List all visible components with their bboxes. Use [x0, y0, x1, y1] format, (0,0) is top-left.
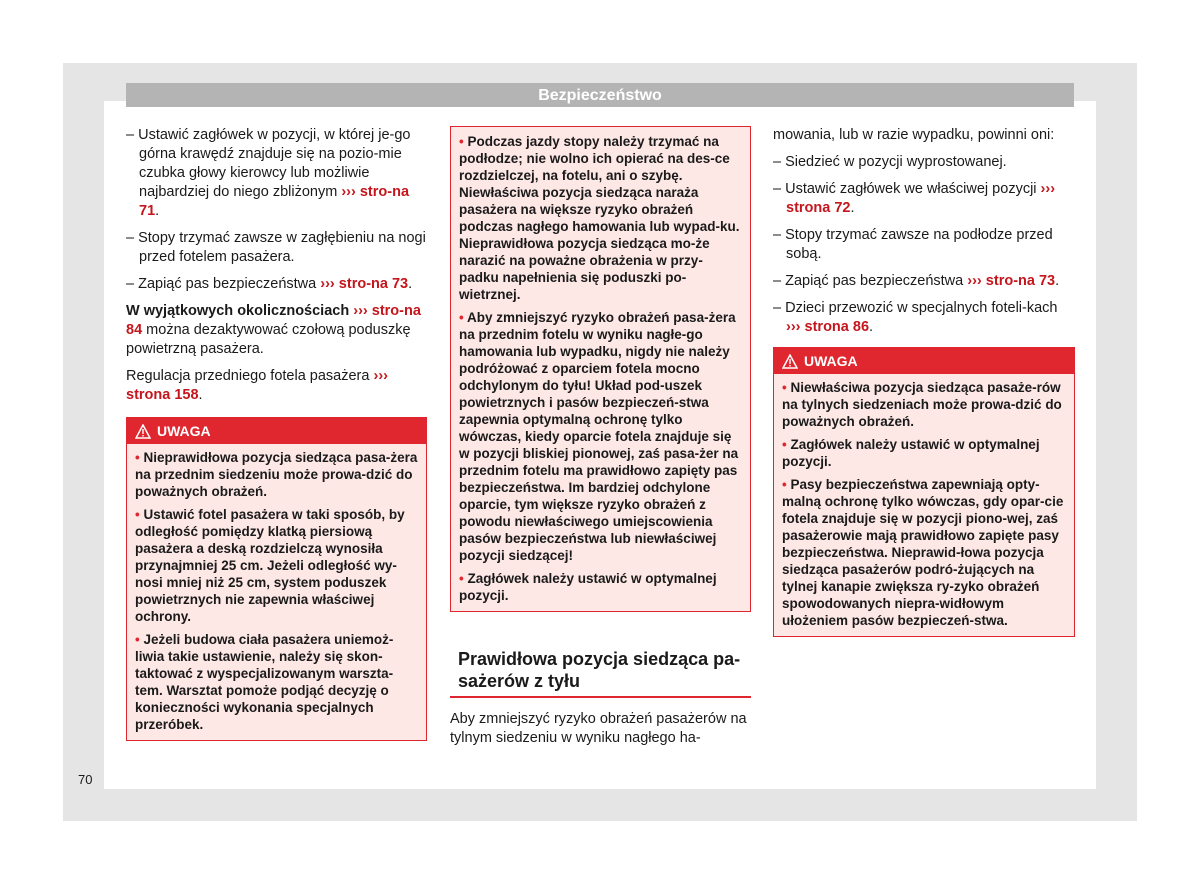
page-reference-link[interactable]: ››› strona 72 — [786, 181, 1056, 216]
page-reference-link[interactable]: ››› stro-na 84 — [126, 303, 421, 338]
paragraph: mowania, lub w razie wypadku, powinni oni: — [773, 127, 1055, 143]
warning-body — [774, 374, 1074, 636]
warning-bullet: • Ustawić fotel pasażera w taki sposób, by odległość pomiędzy klatką piersiową pasażera a deską rozdzielczą wynosiła przynajmniej 25 cm. Jeżeli odległość wy-nosi mniej niż 25 cm, system poduszek powietrznych nie zapewnia właściwej ochrony. — [135, 507, 405, 624]
list-item: – Stopy trzymać zawsze na podłodze przed sobą. — [773, 227, 1053, 262]
list-item: – Ustawić zagłówek we właściwej pozycji ››› strona 72. — [773, 181, 1056, 216]
list-item: – Zapiąć pas bezpieczeństwa ››› stro-na 73. — [773, 273, 1060, 289]
column-3 — [773, 126, 1075, 637]
column-1 — [126, 126, 427, 741]
warning-box — [773, 347, 1075, 637]
warning-bullet: • Pasy bezpieczeństwa zapewniają opty-malną ochronę tylko wówczas, gdy opar-cie fotela znajduje się w pozycji piono-wej, zaś pasażerowie mają prawidłowo zapięte pasy bezpieczeństwa. Nieprawid-łowa pozycja siedząca pasażerów podró-żujących na tylnej kanapie zwiększa ry-zyko obrażeń spowodowanych niepra-widłowym ułożeniem pasów bezpieczeń-stwa. — [782, 477, 1064, 628]
warning-bullet: • Niewłaściwa pozycja siedząca pasaże-rów na tylnych siedzeniach może prowa-dzić do poważnych obrażeń. — [782, 380, 1062, 429]
warning-triangle-icon — [782, 354, 798, 369]
warning-body — [451, 127, 750, 611]
warning-bullet: • Zagłówek należy ustawić w optymalnej pozycji. — [782, 437, 1040, 469]
page-reference-link[interactable]: ››› stro-na 71 — [139, 184, 410, 219]
page-reference-link[interactable]: ››› strona 158 — [126, 368, 388, 403]
warning-bullet: • Podczas jazdy stopy należy trzymać na podłodze; nie wolno ich opierać na des-ce rozdzielczej, na fotelu, ani o szybę. Niewłaściwa pozycja siedząca naraża pasażera na większe ryzyko obrażeń podczas nagłego hamowania lub wypad-ku. Nieprawidłowa pozycja siedząca mo-że narazić na poważne obrażenia w przy-padku napełnienia się poduszki po-wietrznej. — [459, 134, 740, 302]
paragraph: Regulacja przedniego fotela pasażera ››› strona 158. — [126, 368, 388, 403]
section-header — [126, 83, 1074, 107]
warning-bullet: • Zagłówek należy ustawić w optymalnej pozycji. — [459, 571, 717, 603]
warning-box-continued — [450, 126, 751, 612]
list-item: – Dzieci przewozić w specjalnych foteli-kach ››› strona 86. — [773, 300, 1058, 335]
page-number: 70 — [78, 772, 93, 787]
paragraph: Aby zmniejszyć ryzyko obrażeń pasażerów na tylnym siedzeniu w wyniku nagłego ha- — [450, 711, 747, 746]
list-item: – Zapiąć pas bezpieczeństwa ››› stro-na 73. — [126, 276, 413, 292]
list-item: – Stopy trzymać zawsze w zagłębieniu na nogi przed fotelem pasażera. — [126, 230, 426, 265]
warning-header: UWAGA — [774, 348, 1074, 374]
list-item: – Siedzieć w pozycji wyprostowanej. — [773, 154, 1007, 170]
section-header-title: Bezpieczeństwo — [538, 87, 662, 104]
section-subtitle: Prawidłowa pozycja siedząca pa-sażerów z tyłu — [450, 648, 751, 698]
warning-bullet: • Nieprawidłowa pozycja siedząca pasa-żera na przednim siedzeniu może prowa-dzić do poważnych obrażeń. — [135, 450, 418, 499]
column-2 — [450, 126, 751, 756]
warning-bullet: • Aby zmniejszyć ryzyko obrażeń pasa-żera na przednim fotelu w wyniku nagłe-go hamowania lub wypadku, nigdy nie należy podróżować z oparciem fotela mocno odchylonym do tyłu! Układ pod-uszek powietrznych i pasów bezpieczeń-stwa zapewnia optymalną ochronę tylko wówczas, kiedy oparcie fotela znajduje się w pozycji bliskiej pionowej, zaś pasa-żer na przednim fotelu ma prawidłowo zapięty pas bezpieczeństwa. Im bardziej odchylone oparcie, tym większe ryzyko obrażeń z powodu niewłaściwego umiejscowienia pasów bezpieczeństwa lub niewłaściwej pozycji siedzącej! — [459, 310, 739, 563]
list-item: – Ustawić zagłówek w pozycji, w której je-go górna krawędź znajduje się na pozio-mie czubka głowy kierowcy lub możliwie najbardziej do niego zbliżonym ››› stro-na 71. — [126, 127, 411, 219]
page-reference-link[interactable]: ››› strona 86 — [786, 319, 870, 335]
warning-body — [127, 444, 426, 740]
page-reference-link[interactable]: ››› stro-na 73 — [967, 273, 1056, 289]
warning-box — [126, 417, 427, 741]
warning-header: UWAGA — [127, 418, 426, 444]
warning-triangle-icon — [135, 424, 151, 439]
paragraph: W wyjątkowych okolicznościach ››› stro-na 84 można dezaktywować czołową poduszkę powietrzną pasażera. — [126, 303, 421, 357]
page-reference-link[interactable]: ››› stro-na 73 — [320, 276, 409, 292]
warning-bullet: • Jeżeli budowa ciała pasażera uniemoż-liwia takie ustawienie, należy się skon-taktować z wyspecjalizowanym warszta-tem. Warsztat pomoże podjąć decyzję o konieczności wykonania specjalnych przeróbek. — [135, 632, 394, 732]
